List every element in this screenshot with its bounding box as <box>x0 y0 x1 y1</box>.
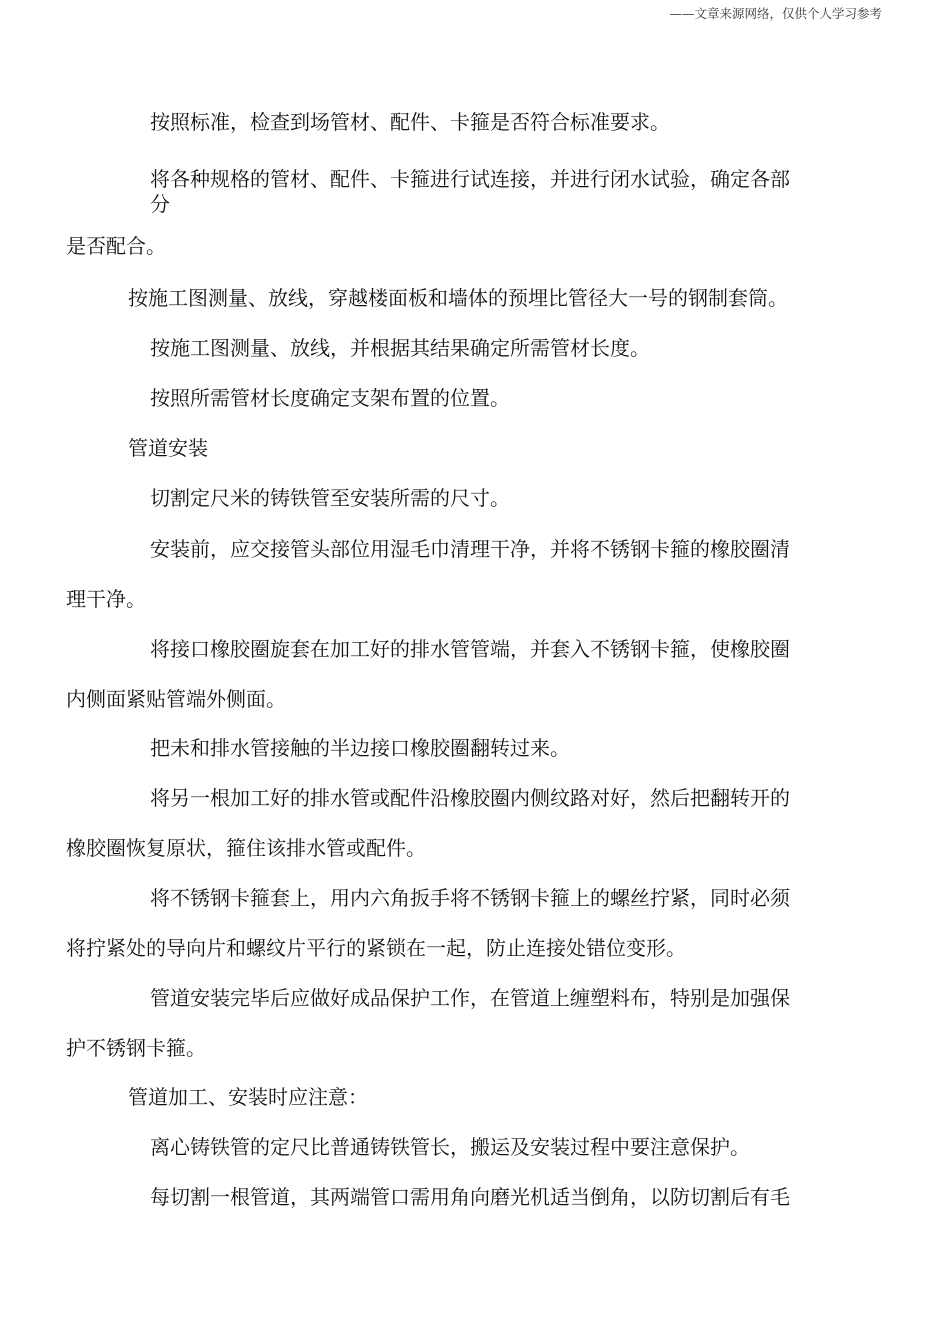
text-line: 橡胶圈恢复原状，箍住该排水管或配件。 <box>66 836 426 860</box>
section-heading: 管道安装 <box>128 436 208 460</box>
text-line: 将接口橡胶圈旋套在加工好的排水管管端，并套入不锈钢卡箍，使橡胶圈 <box>150 637 790 661</box>
text-line: 管道安装完毕后应做好成品保护工作，在管道上缠塑料布，特别是加强保 <box>150 986 790 1010</box>
header-note: ——文章来源网络，仅供个人学习参考 <box>669 6 882 21</box>
text-line: 分 <box>150 192 170 216</box>
text-line: 理干净。 <box>66 587 146 611</box>
text-line: 将各种规格的管材、配件、卡箍进行试连接，并进行闭水试验，确定各部 <box>150 167 790 191</box>
text-line: 将不锈钢卡箍套上，用内六角扳手将不锈钢卡箍上的螺丝拧紧，同时必须 <box>150 886 790 910</box>
section-heading: 管道加工、安装时应注意： <box>128 1085 368 1109</box>
text-line: 将拧紧处的导向片和螺纹片平行的紧锁在一起，防止连接处错位变形。 <box>66 936 686 960</box>
text-line: 护不锈钢卡箍。 <box>66 1036 206 1060</box>
text-line: 将另一根加工好的排水管或配件沿橡胶圈内侧纹路对好，然后把翻转开的 <box>150 786 790 810</box>
text-line: 把未和排水管接触的半边接口橡胶圈翻转过来。 <box>150 736 570 760</box>
text-line: 切割定尺米的铸铁管至安装所需的尺寸。 <box>150 486 510 510</box>
text-line: 是否配合。 <box>66 234 166 258</box>
text-line: 内侧面紧贴管端外侧面。 <box>66 687 286 711</box>
text-line: 离心铸铁管的定尺比普通铸铁管长，搬运及安装过程中要注意保护。 <box>150 1135 750 1159</box>
text-line: 每切割一根管道，其两端管口需用角向磨光机适当倒角，以防切割后有毛 <box>150 1185 790 1209</box>
text-line: 安装前，应交接管头部位用湿毛巾清理干净，并将不锈钢卡箍的橡胶圈清 <box>150 537 790 561</box>
text-line: 按照所需管材长度确定支架布置的位置。 <box>150 386 510 410</box>
text-line: 按施工图测量、放线，穿越楼面板和墙体的预埋比管径大一号的钢制套筒。 <box>128 286 788 310</box>
text-line: 按施工图测量、放线，并根据其结果确定所需管材长度。 <box>150 336 650 360</box>
text-line: 按照标准，检查到场管材、配件、卡箍是否符合标准要求。 <box>150 110 670 134</box>
